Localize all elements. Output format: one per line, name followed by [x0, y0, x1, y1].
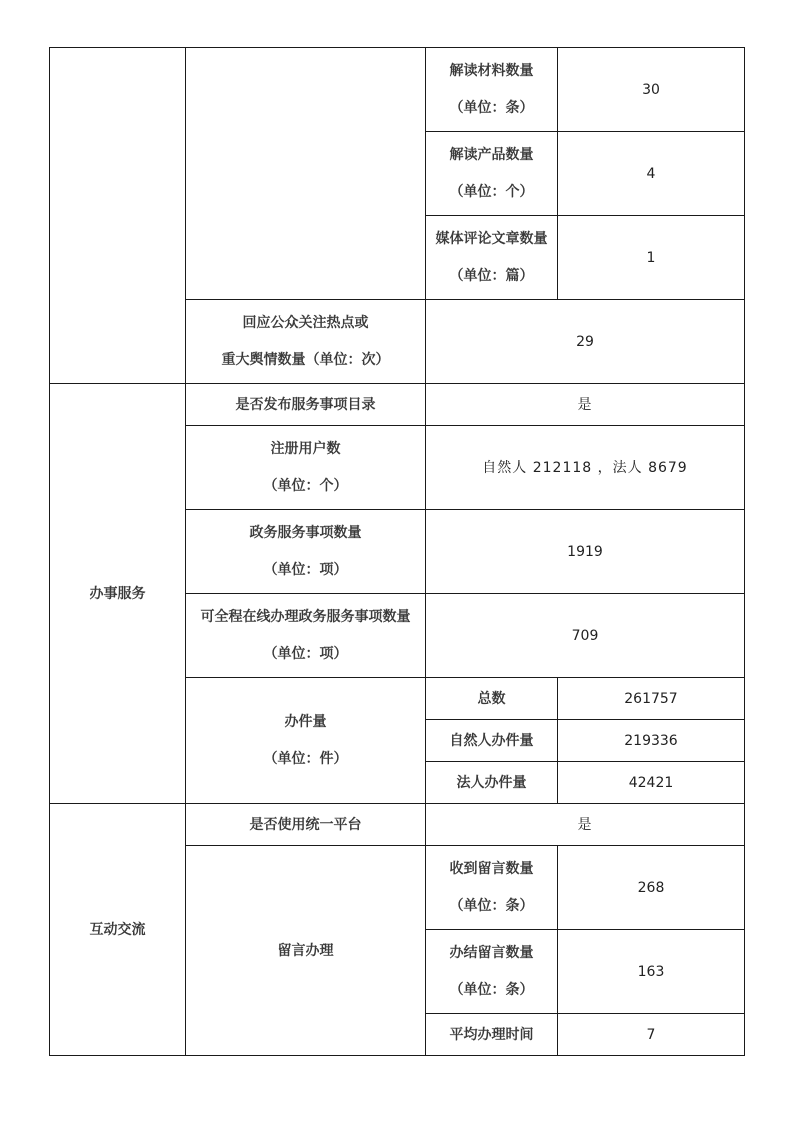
products-label: 解读产品数量	[449, 147, 534, 163]
items-label: 政务服务事项数量	[249, 525, 362, 541]
completed-unit: （单位：条）	[449, 982, 534, 998]
response-label-cell	[186, 300, 426, 384]
materials-value: 30	[558, 48, 745, 132]
media-unit: （单位：篇）	[449, 268, 534, 284]
media-label: 媒体评论文章数量	[435, 231, 548, 247]
table-row	[50, 804, 745, 846]
message-label: 留言办理	[186, 846, 426, 1056]
volume-label-cell	[186, 678, 426, 804]
subsection-cell-empty	[186, 48, 426, 300]
catalog-value: 是	[426, 384, 745, 426]
media-label-cell	[426, 216, 558, 300]
media-value: 1	[558, 216, 745, 300]
volume-unit: （单位：件）	[263, 751, 348, 767]
catalog-label: 是否发布服务事项目录	[186, 384, 426, 426]
users-label-cell	[186, 426, 426, 510]
items-unit: （单位：项）	[263, 562, 348, 578]
completed-label-cell	[426, 930, 558, 1014]
completed-value: 163	[558, 930, 745, 1014]
table-row	[50, 384, 745, 426]
online-unit: （单位：项）	[263, 646, 348, 662]
received-label: 收到留言数量	[449, 861, 534, 877]
statistics-table	[49, 47, 745, 1056]
section-cell-empty	[50, 48, 186, 384]
legal-label: 法人办件量	[426, 762, 558, 804]
received-value: 268	[558, 846, 745, 930]
avg-time-label: 平均办理时间	[426, 1014, 558, 1056]
users-unit: （单位：个）	[263, 478, 348, 494]
items-label-cell	[186, 510, 426, 594]
online-label: 可全程在线办理政务服务事项数量	[200, 609, 411, 625]
products-label-cell	[426, 132, 558, 216]
volume-label: 办件量	[284, 714, 327, 730]
online-value: 709	[426, 594, 745, 678]
response-label-line2: 重大舆情数量（单位：次）	[221, 352, 390, 368]
materials-label: 解读材料数量	[449, 63, 534, 79]
products-value: 4	[558, 132, 745, 216]
response-value: 29	[426, 300, 745, 384]
services-section-title: 办事服务	[50, 384, 186, 804]
interaction-section-title: 互动交流	[50, 804, 186, 1056]
received-unit: （单位：条）	[449, 898, 534, 914]
online-label-cell	[186, 594, 426, 678]
total-value: 261757	[558, 678, 745, 720]
total-label: 总数	[426, 678, 558, 720]
legal-value: 42421	[558, 762, 745, 804]
products-unit: （单位：个）	[449, 184, 534, 200]
platform-label: 是否使用统一平台	[186, 804, 426, 846]
materials-unit: （单位：条）	[449, 100, 534, 116]
avg-time-value: 7	[558, 1014, 745, 1056]
completed-label: 办结留言数量	[449, 945, 534, 961]
items-value: 1919	[426, 510, 745, 594]
platform-value: 是	[426, 804, 745, 846]
materials-label-cell	[426, 48, 558, 132]
received-label-cell	[426, 846, 558, 930]
table-row	[50, 48, 745, 132]
users-label: 注册用户数	[270, 441, 341, 457]
natural-value: 219336	[558, 720, 745, 762]
natural-label: 自然人办件量	[426, 720, 558, 762]
users-value: 自然人 212118 ，法人 8679	[426, 426, 745, 510]
response-label-line1: 回应公众关注热点或	[242, 315, 369, 331]
